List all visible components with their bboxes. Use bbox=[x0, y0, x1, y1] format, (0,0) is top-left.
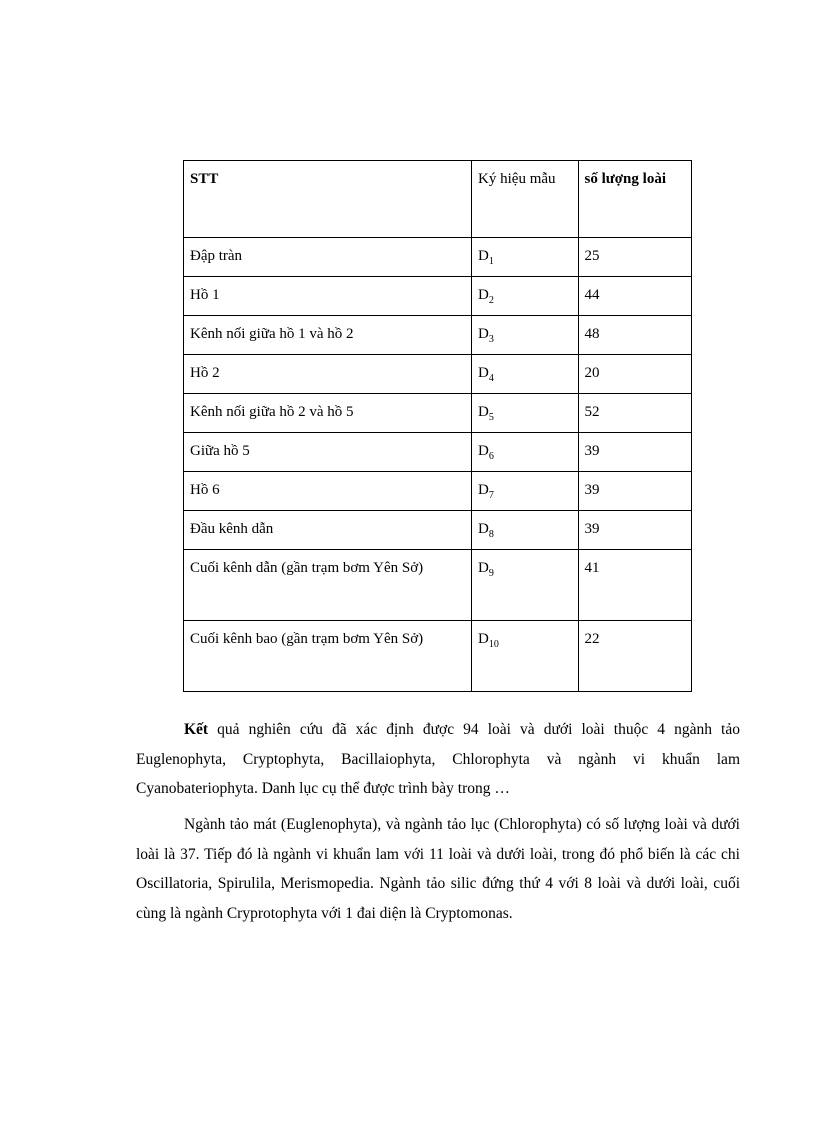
table-row bbox=[184, 472, 692, 511]
symbol-cell bbox=[472, 394, 578, 433]
symbol-base: D bbox=[478, 482, 489, 498]
symbol-cell bbox=[472, 316, 578, 355]
taxa-paragraph bbox=[136, 810, 740, 928]
location-cell: Cuối kênh dẫn (gần trạm bơm Yên Sở) bbox=[184, 550, 472, 621]
symbol-subscript: 6 bbox=[488, 451, 494, 462]
location-cell: Kênh nối giữa hồ 2 và hồ 5 bbox=[184, 394, 472, 433]
table-row bbox=[184, 394, 692, 433]
table-row bbox=[184, 511, 692, 550]
location-cell: Giữa hồ 5 bbox=[184, 433, 472, 472]
symbol-cell bbox=[472, 621, 578, 692]
count-cell: 41 bbox=[578, 550, 692, 621]
header-count: số lượng loài bbox=[578, 161, 692, 238]
paragraph-lead-word: Kết bbox=[184, 721, 209, 738]
table-row bbox=[184, 355, 692, 394]
header-symbol: Ký hiệu mẫu bbox=[472, 161, 578, 238]
paragraph-text: Ngành tảo mát (Euglenophyta), và ngành tảo lục (Chlorophyta) có số lượng loài và dưới loài là 37. Tiếp đó là ngành vi khuẩn lam với 11 loài và dưới loài, trong đó phổ biến là các chi Oscillatoria, Spirulila, Merismopedia. Ngành tảo silic đứng thứ 4 với 8 loài và dưới loài, cuối cùng là ngành Cryprotophyta với 1 đai diện là Cryptomonas. bbox=[136, 816, 740, 922]
count-cell: 25 bbox=[578, 238, 692, 277]
symbol-subscript: 8 bbox=[488, 529, 494, 540]
count-cell: 22 bbox=[578, 621, 692, 692]
symbol-subscript: 10 bbox=[488, 639, 499, 650]
count-cell: 39 bbox=[578, 433, 692, 472]
count-cell: 20 bbox=[578, 355, 692, 394]
table-row bbox=[184, 621, 692, 692]
symbol-base: D bbox=[478, 287, 489, 303]
symbol-cell bbox=[472, 433, 578, 472]
symbol-subscript: 1 bbox=[488, 256, 494, 267]
table-row bbox=[184, 433, 692, 472]
paragraph-text: quả nghiên cứu đã xác định được 94 loài và dưới loài thuộc 4 ngành tảo Euglenophyta, Cryptophyta, Bacillaiophyta, Chlorophyta và ngành vi khuẩn lam Cyanobateriophyta. Danh lục cụ thể được trình bày trong … bbox=[136, 721, 740, 797]
symbol-base: D bbox=[478, 248, 489, 264]
location-cell: Hồ 6 bbox=[184, 472, 472, 511]
species-count-table bbox=[183, 160, 692, 692]
count-cell: 44 bbox=[578, 277, 692, 316]
results-paragraph bbox=[136, 715, 740, 804]
symbol-subscript: 5 bbox=[488, 412, 494, 423]
table-row bbox=[184, 277, 692, 316]
location-cell: Cuối kênh bao (gần trạm bơm Yên Sở) bbox=[184, 621, 472, 692]
count-cell: 52 bbox=[578, 394, 692, 433]
symbol-subscript: 9 bbox=[488, 568, 494, 579]
symbol-subscript: 2 bbox=[488, 295, 494, 306]
location-cell: Hồ 1 bbox=[184, 277, 472, 316]
count-cell: 39 bbox=[578, 472, 692, 511]
symbol-cell bbox=[472, 511, 578, 550]
symbol-base: D bbox=[478, 631, 489, 647]
symbol-cell bbox=[472, 355, 578, 394]
symbol-base: D bbox=[478, 404, 489, 420]
table-row bbox=[184, 550, 692, 621]
symbol-cell bbox=[472, 238, 578, 277]
symbol-cell bbox=[472, 472, 578, 511]
symbol-base: D bbox=[478, 326, 489, 342]
location-cell: Kênh nối giữa hồ 1 và hồ 2 bbox=[184, 316, 472, 355]
symbol-base: D bbox=[478, 443, 489, 459]
table-row bbox=[184, 238, 692, 277]
symbol-subscript: 4 bbox=[488, 373, 494, 384]
symbol-cell bbox=[472, 277, 578, 316]
table-header-row bbox=[184, 161, 692, 238]
symbol-base: D bbox=[478, 365, 489, 381]
symbol-base: D bbox=[478, 521, 489, 537]
count-cell: 48 bbox=[578, 316, 692, 355]
table-row bbox=[184, 316, 692, 355]
header-stt: STT bbox=[184, 161, 472, 238]
symbol-subscript: 3 bbox=[488, 334, 494, 345]
count-cell: 39 bbox=[578, 511, 692, 550]
symbol-base: D bbox=[478, 560, 489, 576]
symbol-subscript: 7 bbox=[488, 490, 494, 501]
location-cell: Hồ 2 bbox=[184, 355, 472, 394]
location-cell: Đầu kênh dẫn bbox=[184, 511, 472, 550]
symbol-cell bbox=[472, 550, 578, 621]
location-cell: Đập tràn bbox=[184, 238, 472, 277]
